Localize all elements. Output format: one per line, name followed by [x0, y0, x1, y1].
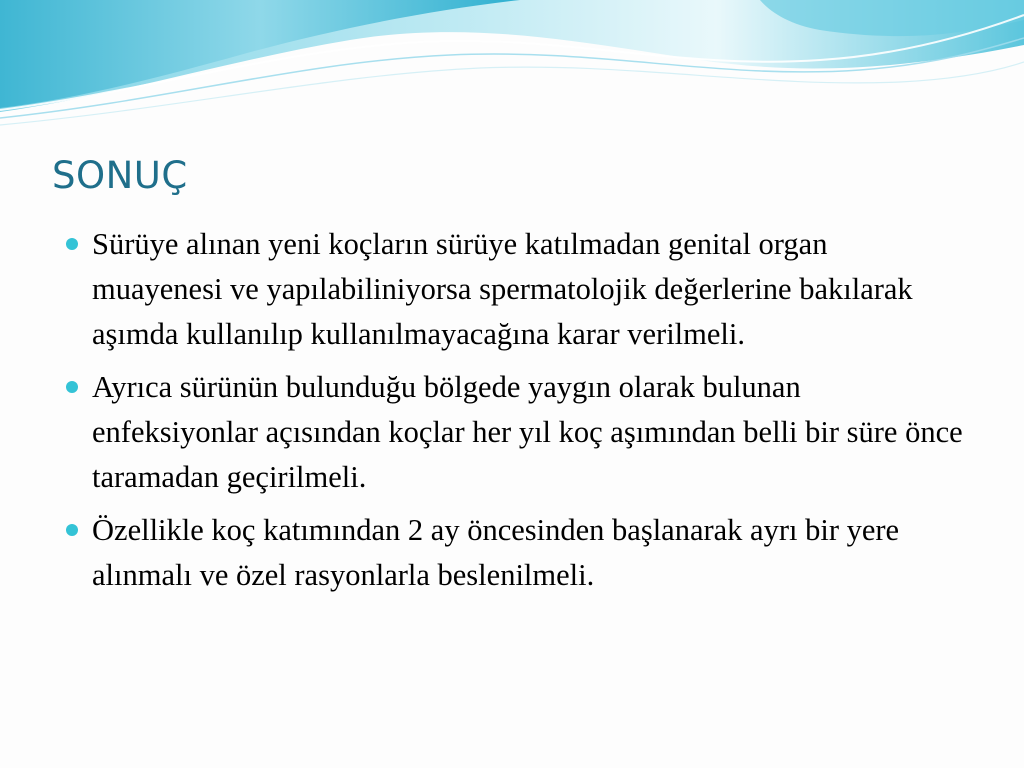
- bullet-dot-icon: [66, 381, 78, 393]
- bullet-dot-icon: [66, 238, 78, 250]
- bullet-item: [64, 222, 964, 357]
- bullet-text: Özellikle koç katımından 2 ay öncesinden başlanarak ayrı bir yere alınmalı ve özel rasyonlarla beslenilmeli.: [92, 513, 900, 592]
- bullet-text: Ayrıca sürünün bulunduğu bölgede yaygın olarak bulunan enfeksiyonlar açısından koçlar her yıl koç aşımından belli bir süre önce taramadan geçirilmeli.: [92, 370, 963, 494]
- bullet-item: [64, 508, 964, 598]
- header-wave-decoration: [0, 0, 1024, 130]
- bullet-item: [64, 365, 964, 500]
- bullet-dot-icon: [66, 524, 78, 536]
- bullet-text: Sürüye alınan yeni koçların sürüye katılmadan genital organ muayenesi ve yapılabiliniyorsa spermatolojik değerlerine bakılarak aşımda kullanılıp kullanılmayacağına karar verilmeli.: [92, 227, 913, 351]
- bullet-list: [64, 222, 964, 606]
- slide-title: SONUÇ: [52, 154, 188, 197]
